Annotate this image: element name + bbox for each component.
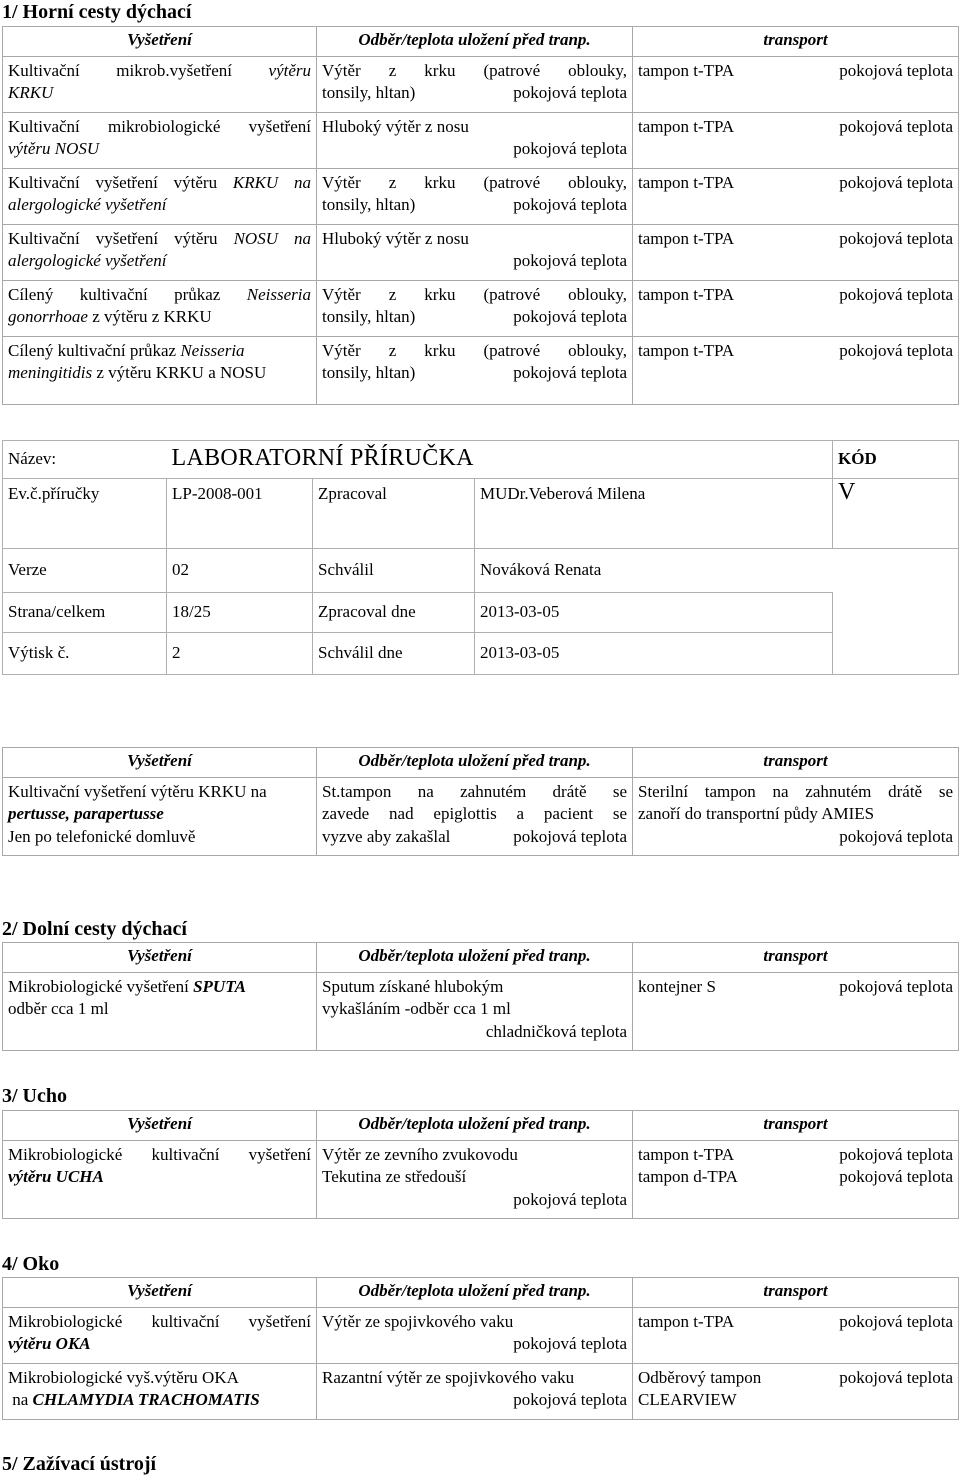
- meta-code-cell: V: [833, 479, 959, 549]
- col-header-collection: Odběr/teplota uložení před tranp.: [317, 748, 633, 778]
- collection-cell: Výtěr z krku (patrové oblouky, tonsily, hltan) pokojová teplota: [317, 280, 633, 336]
- collection-cell: Výtěr ze zevního zvukovodu Tekutina ze středouší pokojová teplota: [317, 1140, 633, 1218]
- meta-label-processed: Zpracoval: [313, 479, 475, 509]
- exam-cell: Kultivační vyšetření výtěru KRKU na pertusse, parapertusse Jen po telefonické domluvě: [3, 777, 317, 855]
- table-row: [3, 224, 959, 280]
- col-header-exam: Vyšetření: [3, 748, 317, 778]
- meta-label-version: Verze: [3, 549, 167, 593]
- table-row: [3, 1307, 959, 1363]
- table-header-row: [3, 1111, 959, 1141]
- meta-print-value: 2: [167, 633, 313, 675]
- table-header-row: [3, 943, 959, 973]
- meta-label-code: KÓD: [833, 441, 959, 479]
- exam-cell: Kultivační mikrobiologické vyšetření výtěru NOSU: [3, 112, 317, 168]
- transport-cell: tampon t-TPA pokojová teplota: [633, 1307, 959, 1363]
- col-header-collection: Odběr/teplota uložení před tranp.: [317, 1111, 633, 1141]
- meta-approved-date-value: 2013-03-05: [475, 633, 833, 675]
- col-header-collection: Odběr/teplota uložení před tranp.: [317, 943, 633, 973]
- collection-cell: Výtěr ze spojivkového vaku pokojová teplota: [317, 1307, 633, 1363]
- meta-label-processed-date: Zpracoval dne: [313, 593, 475, 633]
- table-lower-respiratory: [2, 942, 959, 1051]
- meta-label-print: Výtisk č.: [3, 633, 167, 675]
- exam-cell: Kultivační mikrob.vyšetření výtěru KRKU: [3, 56, 317, 112]
- transport-cell: tampon t-TPA pokojová teplota: [633, 168, 959, 224]
- exam-cell: Mikrobiologické vyš.výtěru OKA na CHLAMYDIA TRACHOMATIS: [3, 1363, 317, 1419]
- table-row: [3, 168, 959, 224]
- col-header-transport: transport: [633, 1111, 959, 1141]
- table-row: [3, 1140, 959, 1218]
- collection-cell: Výtěr z krku (patrové oblouky, tonsily, hltan) pokojová teplota: [317, 336, 633, 404]
- table-eye: [2, 1277, 959, 1420]
- exam-cell: Cílený kultivační průkaz Neisseria meningitidis z výtěru KRKU a NOSU: [3, 336, 317, 404]
- exam-cell: Mikrobiologické vyšetření SPUTA odběr cca 1 ml: [3, 972, 317, 1050]
- col-header-exam: Vyšetření: [3, 1278, 317, 1308]
- meta-page-value: 18/25: [167, 593, 313, 633]
- col-header-collection: Odběr/teplota uložení před tranp.: [317, 27, 633, 57]
- meta-label-name: Název:: [3, 441, 167, 479]
- collection-cell: Výtěr z krku (patrové oblouky, tonsily, hltan) pokojová teplota: [317, 56, 633, 112]
- transport-cell: tampon t-TPA pokojová teplota tampon d-TPA pokojová teplota: [633, 1140, 959, 1218]
- transport-cell: tampon t-TPA pokojová teplota: [633, 336, 959, 404]
- document-title: LABORATORNÍ PŘÍRUČKA: [167, 441, 833, 479]
- meta-label-approved: Schválil: [313, 549, 475, 593]
- table-row: [3, 56, 959, 112]
- exam-cell: Cílený kultivační průkaz Neisseria gonorrhoae z výtěru z KRKU: [3, 280, 317, 336]
- transport-cell: tampon t-TPA pokojová teplota: [633, 280, 959, 336]
- table-header-row: [3, 748, 959, 778]
- table-pertussis: [2, 747, 959, 856]
- exam-cell: Kultivační vyšetření výtěru NOSU na alergologické vyšetření: [3, 224, 317, 280]
- table-upper-respiratory: [2, 26, 959, 405]
- section-heading-digestive: 5/ Zažívací ústrojí: [2, 1453, 157, 1475]
- meta-ev-value: LP-2008-001: [167, 479, 313, 509]
- meta-label-approved-date: Schválil dne: [313, 633, 475, 675]
- transport-cell: Odběrový tampon pokojová teplota CLEARVIEW: [633, 1363, 959, 1419]
- transport-cell: Sterilní tampon na zahnutém drátě se zanoří do transportní půdy AMIES pokojová teplota: [633, 777, 959, 855]
- col-header-exam: Vyšetření: [3, 1111, 317, 1141]
- section-heading-upper-respiratory: 1/ Horní cesty dýchací: [2, 1, 192, 23]
- collection-cell: Hluboký výtěr z nosu pokojová teplota: [317, 224, 633, 280]
- meta-version-value: 02: [167, 549, 313, 593]
- col-header-transport: transport: [633, 1278, 959, 1308]
- exam-cell: Mikrobiologické kultivační vyšetření výtěru UCHA: [3, 1140, 317, 1218]
- col-header-transport: transport: [633, 943, 959, 973]
- collection-cell: Výtěr z krku (patrové oblouky, tonsily, hltan) pokojová teplota: [317, 168, 633, 224]
- meta-label-page: Strana/celkem: [3, 593, 167, 633]
- collection-cell: Razantní výtěr ze spojivkového vaku pokojová teplota: [317, 1363, 633, 1419]
- transport-cell: tampon t-TPA pokojová teplota: [633, 112, 959, 168]
- meta-label-ev: Ev.č.příručky: [3, 479, 167, 509]
- meta-processed-date-value: 2013-03-05: [475, 593, 833, 633]
- document-meta-block: [2, 440, 959, 675]
- table-header-row: [3, 1278, 959, 1308]
- col-header-collection: Odběr/teplota uložení před tranp.: [317, 1278, 633, 1308]
- section-heading-ear: 3/ Ucho: [2, 1085, 67, 1107]
- col-header-exam: Vyšetření: [3, 27, 317, 57]
- exam-cell: Mikrobiologické kultivační vyšetření výtěru OKA: [3, 1307, 317, 1363]
- table-row: [3, 972, 959, 1050]
- collection-cell: Sputum získané hlubokým vykašláním -odběr cca 1 ml chladničková teplota: [317, 972, 633, 1050]
- exam-cell: Kultivační vyšetření výtěru KRKU na alergologické vyšetření: [3, 168, 317, 224]
- meta-processed-value: MUDr.Veberová Milena: [475, 479, 833, 509]
- table-row: [3, 280, 959, 336]
- table-ear: [2, 1110, 959, 1219]
- section-heading-eye: 4/ Oko: [2, 1253, 60, 1275]
- transport-cell: tampon t-TPA pokojová teplota: [633, 56, 959, 112]
- table-row: [3, 777, 959, 855]
- col-header-transport: transport: [633, 748, 959, 778]
- section-heading-lower-respiratory: 2/ Dolní cesty dýchací: [2, 918, 187, 940]
- table-row: [3, 336, 959, 404]
- collection-cell: St.tampon na zahnutém drátě se zavede nad epiglottis a pacient se vyzve aby zakašlal pokojová teplota: [317, 777, 633, 855]
- table-header-row: [3, 27, 959, 57]
- table-row: [3, 112, 959, 168]
- col-header-exam: Vyšetření: [3, 943, 317, 973]
- col-header-transport: transport: [633, 27, 959, 57]
- meta-approved-value: Nováková Renata: [475, 549, 833, 593]
- transport-cell: tampon t-TPA pokojová teplota: [633, 224, 959, 280]
- table-row: [3, 1363, 959, 1419]
- transport-cell: kontejner S pokojová teplota: [633, 972, 959, 1050]
- collection-cell: Hluboký výtěr z nosu pokojová teplota: [317, 112, 633, 168]
